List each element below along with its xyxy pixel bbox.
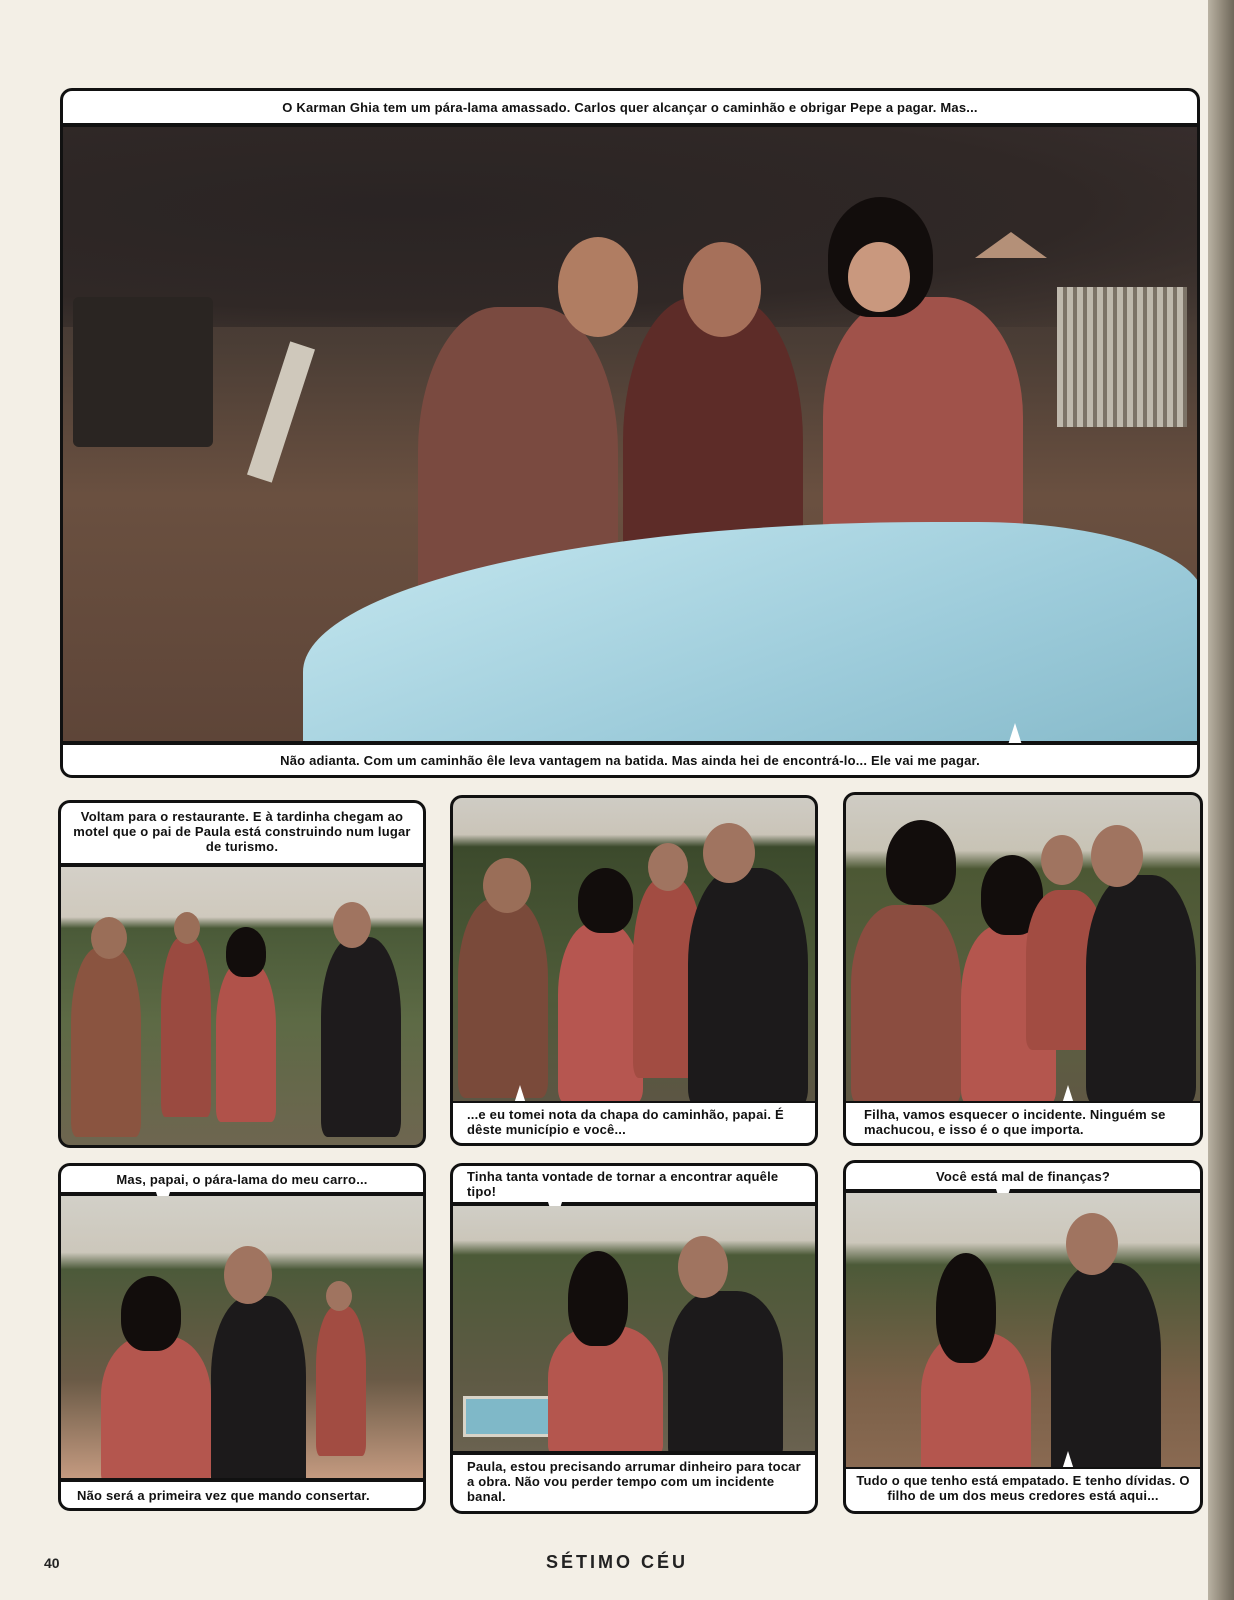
man-left-head (483, 858, 531, 913)
gazebo-roof (975, 232, 1047, 258)
paula-red-jacket (101, 1336, 211, 1478)
father-dark-sweater (211, 1296, 306, 1478)
panel-6-dialogue-top: Tinha tanta vontade de tornar a encontrar aquêle tipo! (453, 1166, 815, 1204)
man-red-head (1041, 835, 1083, 885)
comic-panel-1 (60, 88, 1200, 778)
parked-truck (73, 297, 213, 447)
panel-4-photo (846, 795, 1200, 1103)
comic-panel-7 (843, 1160, 1203, 1514)
panel-2-photo (61, 867, 423, 1145)
panel-7-photo (846, 1193, 1200, 1469)
paula-hair (226, 927, 266, 977)
man-plaid-shirt (851, 905, 961, 1103)
father-head (1066, 1213, 1118, 1275)
panel-1-photo (63, 127, 1197, 741)
fence (1057, 287, 1187, 427)
paula-red-jacket (216, 962, 276, 1122)
panel-3-photo (453, 798, 815, 1103)
man-red-head (683, 242, 761, 337)
comic-panel-5 (58, 1163, 426, 1511)
father-head (678, 1236, 728, 1298)
panel-6-dialogue-bottom: Paula, estou precisando arrumar dinheiro para tocar a obra. Não vou perder tempo com um incidente banal. (453, 1453, 815, 1511)
father-dark-sweater (321, 937, 401, 1137)
comic-panel-3 (450, 795, 818, 1146)
paula-hair (936, 1253, 996, 1363)
man-red-head (648, 843, 688, 891)
man-left (458, 898, 548, 1098)
man-left (71, 947, 141, 1137)
father-dark-sweater (688, 868, 808, 1103)
panel-3-dialogue: ...e eu tomei nota da chapa do caminhão, papai. É dêste município e você... (453, 1101, 815, 1143)
comic-panel-2 (58, 800, 426, 1148)
magazine-title: SÉTIMO CÉU (545, 1552, 688, 1572)
man-left-head (91, 917, 127, 959)
paula-hair (568, 1251, 628, 1346)
paula-red-jacket (558, 923, 643, 1103)
father-head (224, 1246, 272, 1304)
panel-5-dialogue-bottom: Não será a primeira vez que mando consertar. (61, 1480, 423, 1508)
panel-4-dialogue: Filha, vamos esquecer o incidente. Ninguém se machucou, e isso é o que importa. (846, 1101, 1200, 1143)
page-edge-shadow (1208, 0, 1234, 1600)
panel-5-dialogue-top: Mas, papai, o pára-lama do meu carro... (61, 1166, 423, 1194)
man-plaid-hair (886, 820, 956, 905)
tree-trunk (247, 341, 315, 482)
man-plaid-head (558, 237, 638, 337)
man-red-head (326, 1281, 352, 1311)
woman-face (848, 242, 910, 312)
panel-7-dialogue-bottom: Tudo o que tenho está empatado. E tenho dívidas. O filho de um dos meus credores está aqui... (846, 1467, 1200, 1511)
speech-tail (1008, 723, 1022, 745)
paula-hair (578, 868, 633, 933)
comic-panel-4 (843, 792, 1203, 1146)
father-dark-sweater (1086, 875, 1196, 1103)
comic-panel-6 (450, 1163, 818, 1514)
father-dark-sweater (1051, 1263, 1161, 1469)
panel-5-photo (61, 1196, 423, 1478)
page-number: 40 (44, 1555, 60, 1571)
panel-1-dialogue: Não adianta. Com um caminhão êle leva vantagem na batida. Mas ainda hei de encontrá-lo... Ele vai me pagar. (63, 743, 1197, 775)
panel-6-photo (453, 1206, 815, 1451)
man-red-shirt (316, 1306, 366, 1456)
father-dark-sweater (668, 1291, 783, 1451)
father-head (703, 823, 755, 883)
father-head (1091, 825, 1143, 887)
man-background-head (174, 912, 200, 944)
man-background (161, 937, 211, 1117)
paula-hair (121, 1276, 181, 1351)
father-head (333, 902, 371, 948)
panel-2-narration: Voltam para o restaurante. E à tardinha chegam ao motel que o pai de Paula está construindo num lugar de turismo. (61, 803, 423, 865)
panel-1-narration: O Karman Ghia tem um pára-lama amassado. Carlos quer alcançar o caminhão e obrigar Pepe a pagar. Mas... (63, 91, 1197, 125)
panel-7-dialogue-top: Você está mal de finanças? (846, 1163, 1200, 1191)
